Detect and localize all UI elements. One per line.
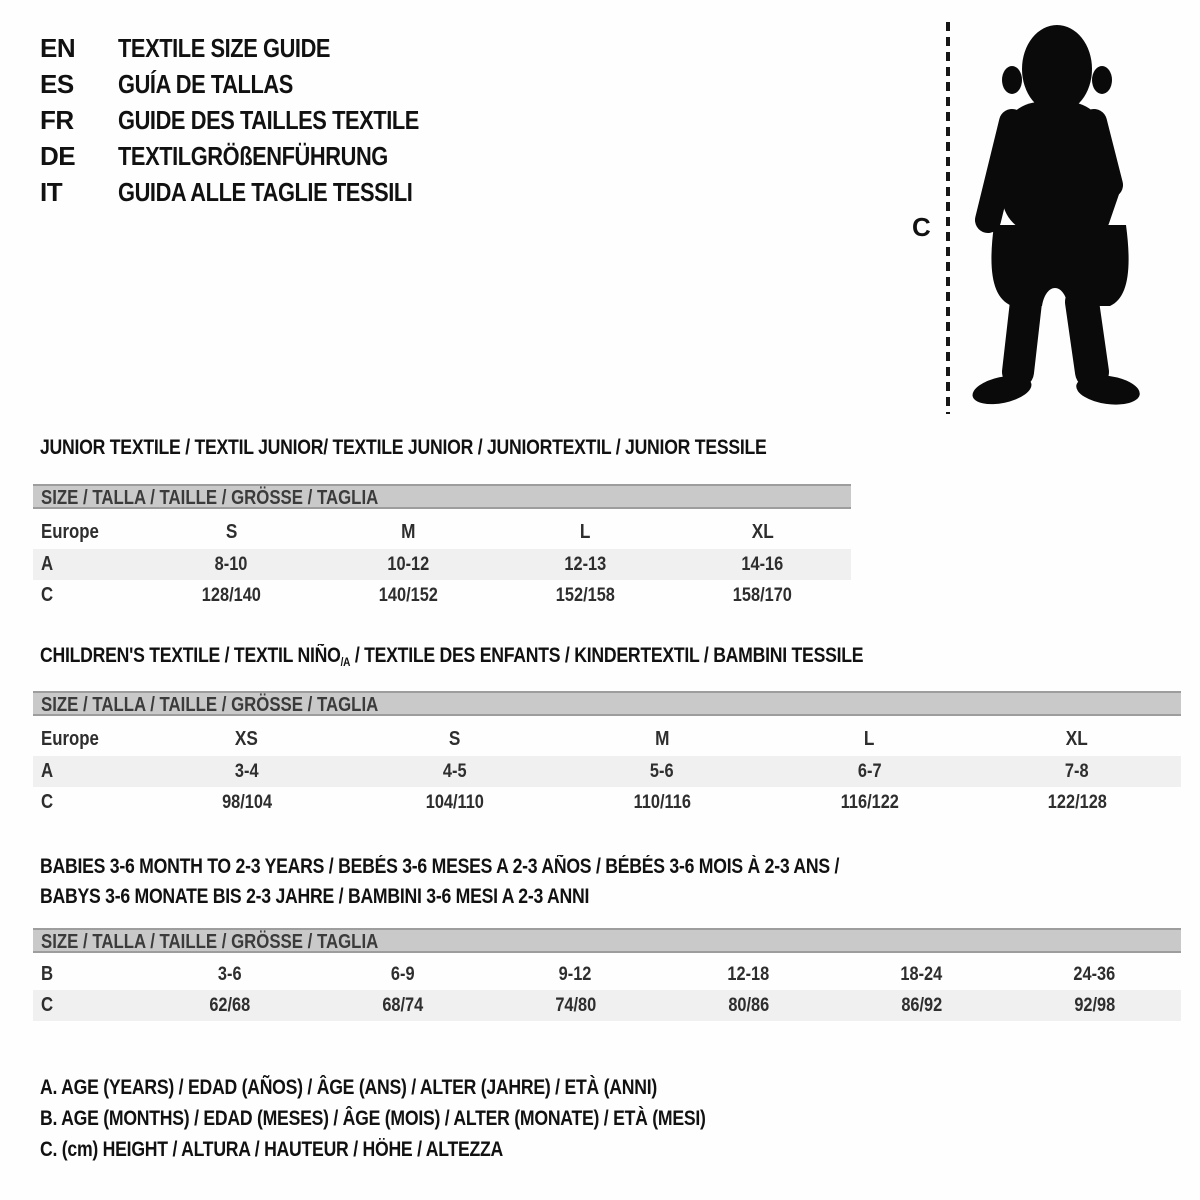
table-row (33, 722, 1181, 756)
size-value: S (448, 727, 461, 750)
language-row (40, 138, 476, 174)
table-row (33, 787, 1181, 818)
height-measure-label: C (912, 212, 931, 242)
language-row (40, 66, 476, 102)
babies-section-title-line1: BABIES 3-6 MONTH TO 2-3 YEARS / BEBÉS 3-6 MESES A 2-3 AÑOS / BÉBÉS 3-6 MOIS À 2-3 ANS / (40, 855, 840, 878)
size-value: 4-5 (351, 756, 559, 787)
size-value: 9-12 (559, 963, 592, 985)
table-row (33, 515, 851, 549)
size-value: 24-36 (1073, 963, 1116, 985)
junior-section-title: JUNIOR TEXTILE / TEXTIL JUNIOR/ TEXTILE JUNIOR / JUNIORTEXTIL / JUNIOR TESSILE (40, 436, 767, 459)
row-label: C (33, 990, 143, 1021)
size-value: XL (1066, 727, 1089, 750)
table-row (33, 580, 851, 611)
language-row (40, 30, 476, 66)
language-label: TEXTILGRÖßENFÜHRUNG (118, 140, 388, 171)
babies-size-table (33, 959, 1181, 1021)
size-value: 12-18 (727, 963, 770, 985)
size-value: XL (751, 520, 774, 543)
row-label: Europe (41, 520, 99, 543)
language-label: GUIDA ALLE TAGLIE TESSILI (118, 176, 413, 207)
junior-size-table (33, 515, 851, 611)
height-measure-dashed-line (946, 22, 950, 414)
babies-section-title-line2: BABYS 3-6 MONATE BIS 2-3 JAHRE / BAMBINI 3-6 MESI A 2-3 ANNI (40, 885, 590, 908)
size-value: 128/140 (201, 584, 262, 606)
nino-a-subscript: /A (340, 655, 351, 669)
table-row (33, 990, 1181, 1021)
size-value: 152/158 (555, 584, 616, 606)
row-label: C (41, 791, 54, 813)
size-value: 7-8 (973, 756, 1181, 787)
size-value: 92/98 (1008, 990, 1181, 1021)
size-value: 86/92 (835, 990, 1008, 1021)
size-value: L (580, 520, 591, 543)
size-header-bar: SIZE / TALLA / TAILLE / GRÖSSE / TAGLIA (33, 484, 851, 509)
row-label: Europe (41, 727, 99, 750)
children-section-title: CHILDREN'S TEXTILE / TEXTIL NIÑO/A / TEXTILE DES ENFANTS / KINDERTEXTIL / BAMBINI TESSILE (40, 644, 864, 669)
legend-height: C. (cm) HEIGHT / ALTURA / HAUTEUR / HÖHE / ALTEZZA (40, 1138, 504, 1161)
legend-age-months: B. AGE (MONTHS) / EDAD (MESES) / ÂGE (MOIS) / ALTER (MONATE) / ETÀ (MESI) (40, 1107, 706, 1130)
size-value: 80/86 (662, 990, 835, 1021)
size-value: 10-12 (320, 549, 497, 580)
size-value: L (864, 727, 875, 750)
size-value: 140/152 (378, 584, 439, 606)
size-value: 158/170 (732, 584, 793, 606)
size-value: 5-6 (558, 756, 766, 787)
table-row (33, 549, 851, 580)
language-title-list (40, 30, 476, 210)
size-value: 62/68 (143, 990, 316, 1021)
table-row (33, 756, 1181, 787)
size-value: 6-9 (390, 963, 415, 985)
size-value: 6-7 (766, 756, 974, 787)
size-value: 3-4 (143, 756, 351, 787)
size-header-bar: SIZE / TALLA / TAILLE / GRÖSSE / TAGLIA (33, 691, 1181, 716)
table-row (33, 959, 1181, 990)
language-label: GUÍA DE TALLAS (118, 68, 293, 99)
row-label: A (33, 756, 143, 787)
language-row (40, 174, 476, 210)
language-code: IT (40, 176, 63, 207)
size-header-bar: SIZE / TALLA / TAILLE / GRÖSSE / TAGLIA (33, 928, 1181, 953)
language-row (40, 102, 476, 138)
toddler-silhouette-icon (960, 20, 1145, 415)
row-label: A (33, 549, 143, 580)
size-value: 122/128 (1047, 791, 1107, 813)
size-value: M (401, 520, 416, 543)
row-label: B (41, 963, 54, 985)
size-value: 8-10 (143, 549, 320, 580)
legend-age-years: A. AGE (YEARS) / EDAD (AÑOS) / ÂGE (ANS) / ALTER (JAHRE) / ETÀ (ANNI) (40, 1076, 658, 1099)
size-value: 74/80 (489, 990, 662, 1021)
language-code: EN (40, 32, 76, 63)
size-value: 104/110 (425, 791, 484, 813)
size-value: 3-6 (217, 963, 242, 985)
language-code: FR (40, 104, 74, 135)
language-label: TEXTILE SIZE GUIDE (118, 32, 331, 63)
size-value: 12-13 (497, 549, 674, 580)
size-value: M (654, 727, 670, 750)
children-size-table (33, 722, 1181, 818)
size-value: 18-24 (900, 963, 943, 985)
size-value: S (225, 520, 238, 543)
language-code: ES (40, 68, 74, 99)
language-code: DE (40, 140, 76, 171)
language-label: GUIDE DES TAILLES TEXTILE (118, 104, 419, 135)
size-value: XS (235, 727, 259, 750)
size-value: 14-16 (674, 549, 851, 580)
size-value: 116/122 (840, 791, 899, 813)
size-value: 98/104 (221, 791, 272, 813)
size-value: 110/116 (633, 791, 691, 813)
babies-section-title (40, 852, 991, 912)
row-label: C (41, 584, 54, 606)
measurement-legend (40, 1072, 832, 1165)
size-value: 68/74 (316, 990, 489, 1021)
